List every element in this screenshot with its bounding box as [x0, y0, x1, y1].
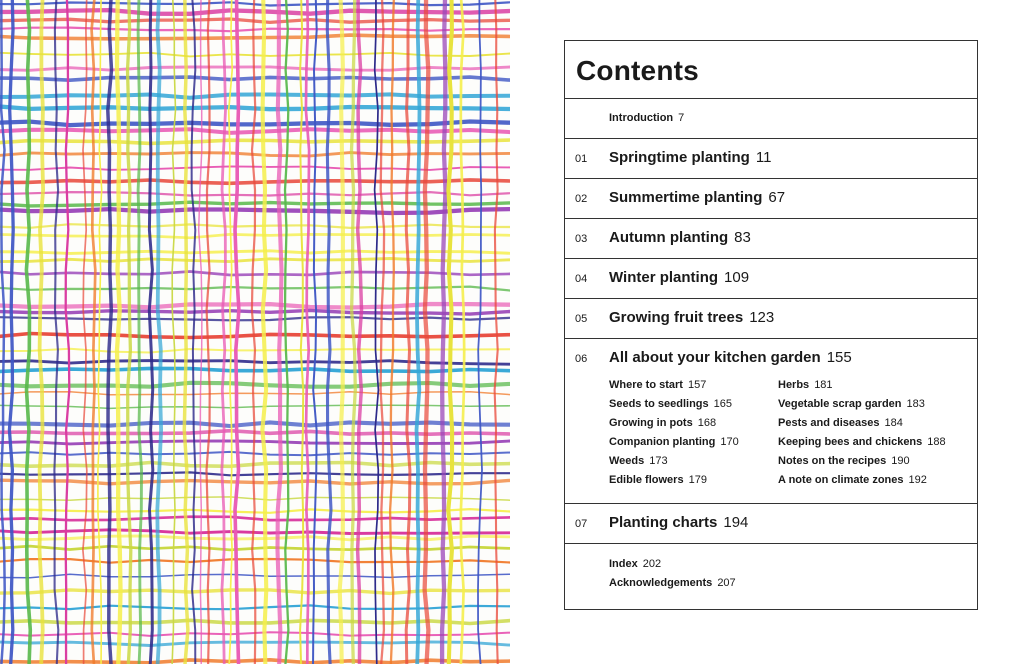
- plaid-vertical-stroke: [229, 0, 233, 664]
- subsection-label: Weeds: [609, 455, 645, 467]
- chapter-title: All about your kitchen garden: [609, 349, 821, 366]
- plaid-vertical-stroke: [300, 0, 303, 664]
- end-matter-label: Acknowledgements: [609, 577, 713, 589]
- subsection-entry[interactable]: [778, 436, 946, 448]
- plaid-horizontal-stroke: [0, 317, 510, 320]
- subsection-page: 157: [687, 379, 707, 391]
- chapter-number: 01: [575, 153, 588, 165]
- chapter-row-03: [565, 219, 977, 259]
- subsection-entry[interactable]: [609, 417, 716, 429]
- plaid-vertical-stroke: [149, 0, 153, 664]
- plaid-vertical-stroke: [1, 0, 5, 664]
- subsection-label: Keeping bees and chickens: [778, 436, 923, 448]
- subsection-page: 173: [649, 455, 668, 467]
- subsection-label: A note on climate zones: [778, 474, 904, 486]
- acknowledgements-entry[interactable]: [609, 577, 736, 589]
- plaid-vertical-stroke: [157, 0, 161, 664]
- plaid-vertical-stroke: [442, 0, 445, 664]
- plaid-horizontal-stroke: [0, 405, 510, 408]
- plaid-vertical-stroke: [425, 0, 429, 664]
- plaid-horizontal-stroke: [0, 166, 510, 170]
- chapter-row-07: [565, 504, 977, 544]
- chapter-title: Springtime planting: [609, 149, 750, 166]
- subsection-label: Vegetable scrap garden: [778, 398, 902, 410]
- chapter-number: 05: [575, 313, 588, 325]
- subsection-label: Edible flowers: [609, 474, 684, 486]
- end-matter-row: [565, 544, 977, 609]
- introduction-page: 7: [678, 112, 685, 124]
- chapter-page: 83: [734, 229, 751, 246]
- plaid-horizontal-stroke: [0, 251, 510, 254]
- chapter-page: 67: [768, 189, 786, 206]
- chapter-row-04: [565, 259, 977, 299]
- plaid-vertical-stroke: [66, 0, 70, 664]
- subsection-entry[interactable]: [609, 436, 739, 448]
- plaid-vertical-stroke: [406, 0, 410, 664]
- chapter-page: 11: [755, 149, 772, 166]
- plaid-horizontal-stroke: [0, 28, 510, 32]
- chapter-row-06: [565, 339, 977, 504]
- plaid-horizontal-stroke: [0, 452, 510, 455]
- subsection-label: Herbs: [778, 379, 810, 391]
- chapter-title: Summertime planting: [609, 189, 763, 206]
- chapter-number: 07: [575, 518, 588, 530]
- plaid-vertical-stroke: [108, 0, 112, 664]
- subsection-entry[interactable]: [609, 474, 707, 486]
- subsection-label: Growing in pots: [609, 417, 693, 429]
- plaid-vertical-stroke: [54, 0, 58, 664]
- subsection-page: 179: [688, 474, 707, 486]
- subsection-entry[interactable]: [609, 379, 706, 391]
- plaid-vertical-stroke: [92, 0, 96, 664]
- plaid-horizontal-stroke: [0, 536, 510, 540]
- subsection-label: Seeds to seedlings: [609, 398, 709, 410]
- chapter-number: 02: [575, 193, 588, 205]
- plaid-horizontal-stroke: [0, 559, 510, 563]
- plaid-horizontal-stroke: [0, 35, 510, 39]
- plaid-horizontal-stroke: [0, 480, 510, 484]
- subsection-entry[interactable]: [609, 398, 732, 410]
- subsection-page: 188: [927, 436, 946, 448]
- plaid-vertical-stroke: [128, 0, 131, 664]
- subsection-entry[interactable]: [778, 398, 925, 410]
- subsection-page: 181: [814, 379, 833, 391]
- end-matter-page: 202: [642, 558, 662, 570]
- chapter-row-01: [565, 139, 977, 179]
- plaid-vertical-stroke: [352, 0, 356, 664]
- plaid-vertical-stroke: [495, 0, 498, 664]
- chapter-entry-fruit-trees[interactable]: [609, 309, 774, 326]
- plaid-horizontal-stroke: [0, 67, 510, 70]
- plaid-horizontal-stroke: [0, 546, 510, 550]
- plaid-vertical-stroke: [278, 0, 282, 664]
- plaid-vertical-stroke: [40, 0, 44, 664]
- chapter-entry-kitchen-garden[interactable]: [609, 349, 852, 366]
- plaid-horizontal-stroke: [0, 271, 510, 275]
- subsection-entry[interactable]: [778, 379, 833, 391]
- chapter-entry-springtime[interactable]: [609, 149, 771, 166]
- plaid-horizontal-stroke: [0, 140, 510, 143]
- plaid-horizontal-stroke: [0, 310, 510, 314]
- plaid-vertical-stroke: [478, 0, 482, 664]
- chapter-title: Autumn planting: [609, 229, 729, 246]
- plaid-horizontal-stroke: [0, 530, 510, 534]
- introduction-entry[interactable]: [609, 112, 684, 124]
- plaid-vertical-stroke: [98, 0, 102, 664]
- plaid-vertical-stroke: [448, 0, 452, 664]
- plaid-vertical-stroke: [252, 0, 255, 664]
- subsection-page: 192: [908, 474, 927, 486]
- plaid-vertical-stroke: [390, 0, 394, 664]
- plaid-vertical-stroke: [460, 0, 464, 664]
- plaid-vertical-stroke: [117, 0, 121, 664]
- plaid-horizontal-stroke: [0, 53, 510, 57]
- plaid-horizontal-stroke: [0, 287, 510, 291]
- plaid-vertical-stroke: [199, 0, 202, 664]
- chapter-row-05: [565, 299, 977, 339]
- plaid-vertical-stroke: [285, 0, 289, 664]
- plaid-horizontal-stroke: [0, 463, 510, 467]
- chapter-page: 155: [826, 349, 852, 366]
- chapter-page: 109: [724, 269, 750, 286]
- subsection-entry[interactable]: [778, 474, 927, 486]
- plaid-vertical-stroke: [313, 0, 317, 664]
- plaid-vertical-stroke: [381, 0, 385, 664]
- plaid-vertical-stroke: [222, 0, 226, 664]
- subsection-page: 168: [697, 417, 717, 429]
- introduction-row: [565, 99, 977, 139]
- index-entry[interactable]: [609, 558, 661, 570]
- subsection-entry[interactable]: [609, 455, 668, 467]
- subsection-label: Notes on the recipes: [778, 455, 887, 467]
- chapter-row-02: [565, 179, 977, 219]
- chapter-number: 03: [575, 233, 588, 245]
- end-matter-page: 207: [717, 577, 736, 589]
- plaid-vertical-stroke: [207, 0, 210, 664]
- plaid-vertical-stroke: [340, 0, 343, 664]
- plaid-vertical-stroke: [375, 0, 379, 664]
- chapter-entry-planting-charts[interactable]: [609, 514, 748, 531]
- chapter-page: 123: [749, 309, 775, 326]
- subsection-page: 170: [720, 436, 739, 448]
- plaid-vertical-stroke: [172, 0, 176, 664]
- plaid-horizontal-stroke: [0, 153, 510, 157]
- subsection-page: 190: [891, 455, 910, 467]
- chapter-page: 194: [723, 514, 749, 531]
- subsection-entry[interactable]: [778, 455, 910, 467]
- chapter-number: 06: [575, 353, 588, 365]
- plaid-vertical-stroke: [184, 0, 188, 664]
- contents-table: [564, 40, 978, 610]
- plaid-vertical-stroke: [306, 0, 309, 664]
- contents-title-row: [565, 41, 977, 99]
- plaid-horizontal-stroke: [0, 472, 510, 475]
- plaid-vertical-stroke: [235, 0, 239, 664]
- contents-title: Contents: [576, 55, 699, 86]
- chapter-entry-winter[interactable]: [609, 269, 749, 286]
- plaid-horizontal-stroke: [0, 10, 510, 14]
- subsection-page: 183: [906, 398, 925, 410]
- plaid-horizontal-stroke: [0, 304, 510, 308]
- introduction-label: Introduction: [609, 112, 674, 124]
- subsection-page: 165: [713, 398, 733, 410]
- plaid-horizontal-stroke: [0, 392, 510, 395]
- chapter-entry-autumn[interactable]: [609, 229, 751, 246]
- subsection-label: Companion planting: [609, 436, 716, 448]
- chapter-entry-summertime[interactable]: [609, 189, 785, 206]
- plaid-vertical-stroke: [358, 0, 362, 664]
- plaid-vertical-stroke: [138, 0, 141, 664]
- chapter-number: 04: [575, 273, 588, 285]
- chapter-title: Winter planting: [609, 269, 719, 286]
- plaid-horizontal-stroke: [0, 129, 510, 133]
- plaid-vertical-stroke: [417, 0, 420, 664]
- plaid-horizontal-stroke: [0, 383, 510, 387]
- plaid-vertical-stroke: [83, 0, 87, 664]
- plaid-vertical-stroke: [262, 0, 266, 664]
- plaid-horizontal-stroke: [0, 259, 510, 262]
- subsection-page: 184: [884, 417, 903, 429]
- end-matter-label: Index: [609, 558, 638, 570]
- plaid-vertical-stroke: [9, 0, 13, 664]
- plaid-horizontal-stroke: [0, 19, 510, 22]
- plaid-vertical-stroke: [327, 0, 331, 664]
- subsection-label: Where to start: [609, 379, 683, 391]
- chapter-title: Planting charts: [609, 514, 718, 531]
- subsection-entry[interactable]: [778, 417, 903, 429]
- subsection-label: Pests and diseases: [778, 417, 880, 429]
- chapter-title: Growing fruit trees: [609, 309, 744, 326]
